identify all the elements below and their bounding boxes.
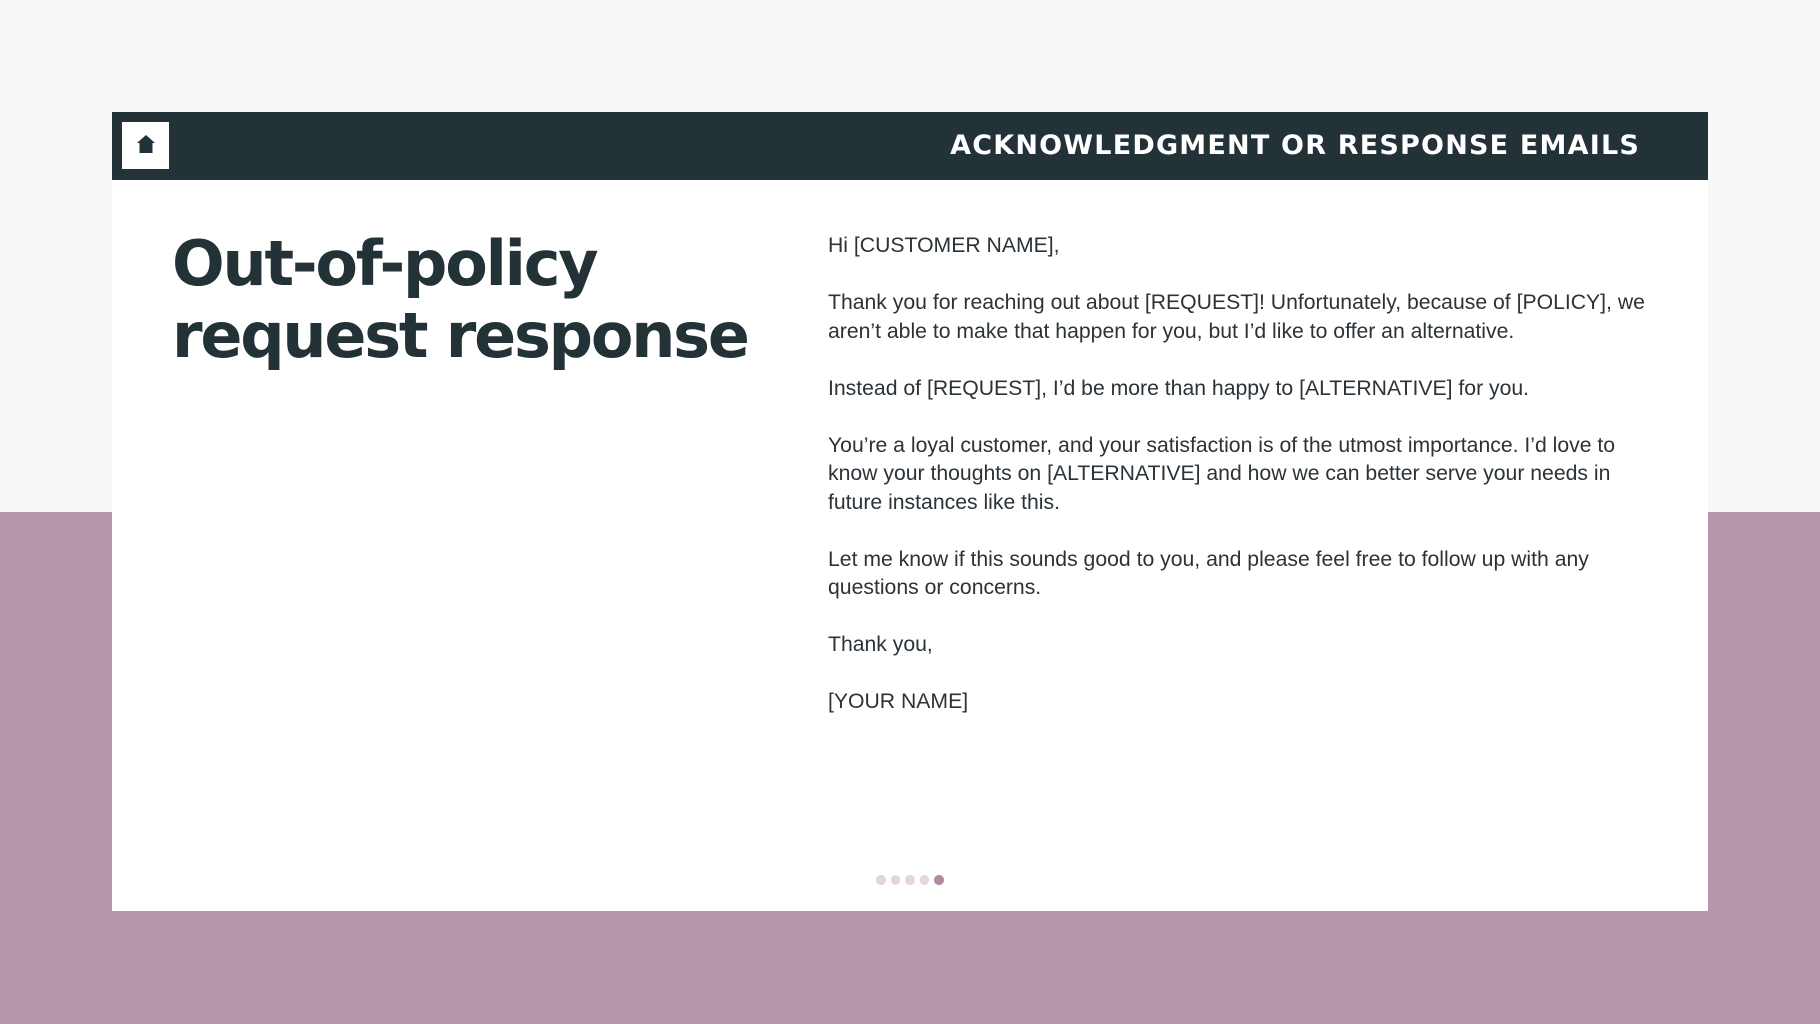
section-title: ACKNOWLEDGMENT OR RESPONSE EMAILS <box>950 130 1640 161</box>
pagination-dot[interactable] <box>905 875 915 885</box>
email-greeting: Hi [CUSTOMER NAME], <box>828 234 1060 257</box>
email-paragraph: You’re a loyal customer, and your satisfaction is of the utmost importance. I’d love to know your thoughts on [ALTERNATIVE] and how we can better serve your needs in future instances like this. <box>828 433 1616 514</box>
pagination-dot[interactable] <box>891 875 901 885</box>
email-template-body <box>828 232 1646 745</box>
slide-card <box>112 112 1708 911</box>
pagination-dot[interactable] <box>920 875 930 885</box>
page-title: Out-of-policy request response <box>172 227 748 372</box>
pagination-dots <box>876 875 944 885</box>
email-paragraph: Instead of [REQUEST], I’d be more than happy to [ALTERNATIVE] for you. <box>828 376 1530 400</box>
home-button[interactable] <box>122 122 169 169</box>
email-signature: [YOUR NAME] <box>828 690 969 713</box>
header-bar <box>112 112 1708 180</box>
email-paragraph: Thank you for reaching out about [REQUEST]! Unfortunately, because of [POLICY], we aren’t able to make that happen for you, but I’d like to offer an alternative. <box>828 291 1645 343</box>
email-signoff: Thank you, <box>828 633 933 656</box>
pagination-dot[interactable] <box>876 875 886 885</box>
home-icon <box>136 134 156 158</box>
pagination-dot-active[interactable] <box>934 875 944 885</box>
email-paragraph: Let me know if this sounds good to you, and please feel free to follow up with any questions or concerns. <box>828 547 1589 599</box>
